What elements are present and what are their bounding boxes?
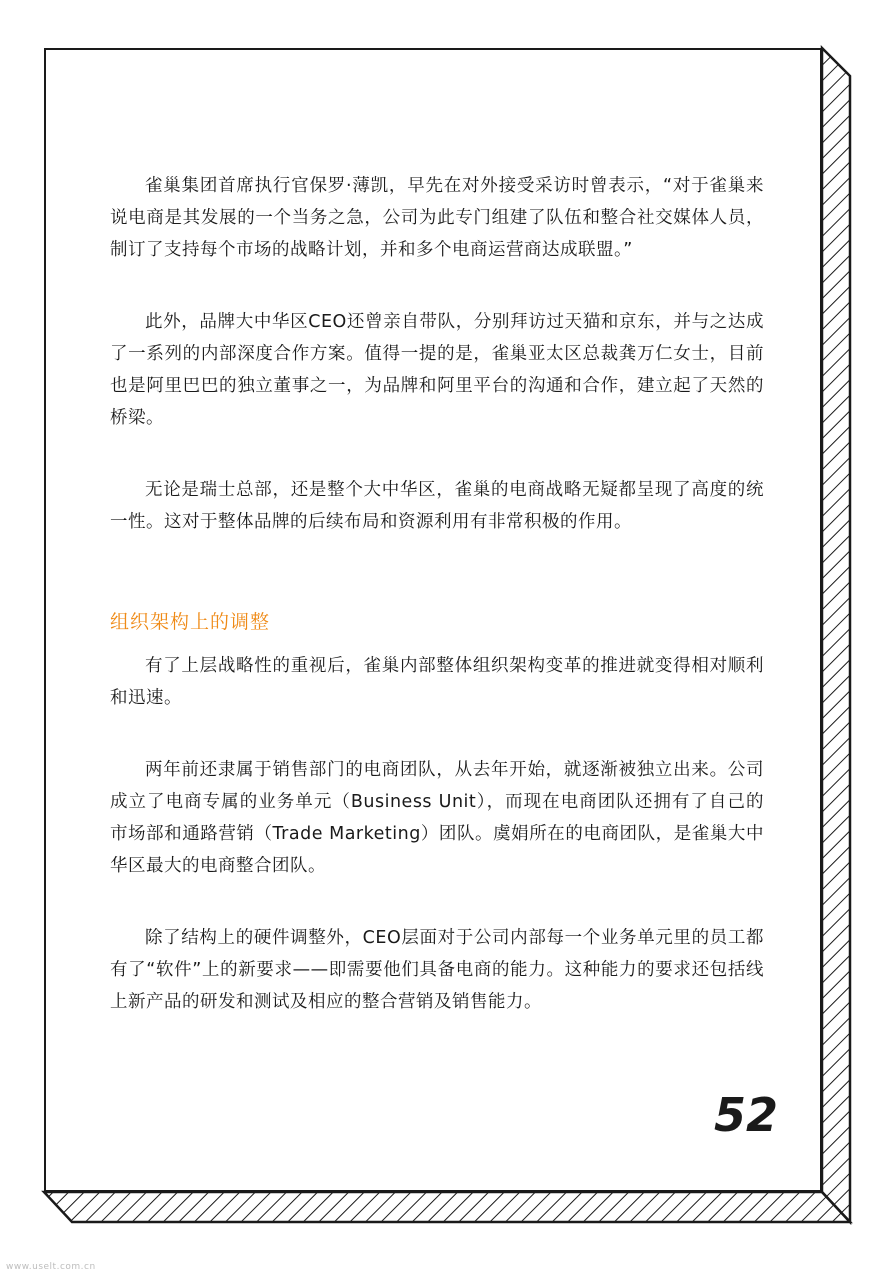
paragraph: 无论是瑞士总部，还是整个大中华区，雀巢的电商战略无疑都呈现了高度的统一性。这对于整体品牌的后续布局和资源利用有非常积极的作用。 [110,480,764,532]
paragraph: 两年前还隶属于销售部门的电商团队，从去年开始，就逐渐被独立出来。公司成立了电商专属的业务单元（Business Unit），而现在电商团队还拥有了自己的市场部和通路营销（Trade Marketing）团队。虞娟所在的电商团队，是雀巢大中华区最大的电商整合团队。 [110,760,764,876]
watermark-text: www.uselt.com.cn [6,1262,96,1272]
paragraph: 有了上层战略性的重视后，雀巢内部整体组织架构变革的推进就变得相对顺利和迅速。 [110,656,764,708]
paragraph: 除了结构上的硬件调整外，CEO层面对于公司内部每一个业务单元里的员工都有了“软件”上的新要求——即需要他们具备电商的能力。这种能力的要求还包括线上新产品的研发和测试及相应的整合营销及销售能力。 [110,928,764,1012]
section-heading: 组织架构上的调整 [110,611,271,633]
article-body [110,170,764,1018]
page-number: 52 [714,1088,779,1142]
paragraph: 雀巢集团首席执行官保罗·薄凯，早先在对外接受采访时曾表示，“对于雀巢来说电商是其发展的一个当务之急，公司为此专门组建了队伍和整合社交媒体人员，制订了支持每个市场的战略计划，并和多个电商运营商达成联盟。” [110,176,764,260]
paragraph: 此外，品牌大中华区CEO还曾亲自带队，分别拜访过天猫和京东，并与之达成了一系列的内部深度合作方案。值得一提的是，雀巢亚太区总裁龚万仁女士，目前也是阿里巴巴的独立董事之一，为品牌和阿里平台的沟通和合作，建立起了天然的桥梁。 [110,312,764,428]
